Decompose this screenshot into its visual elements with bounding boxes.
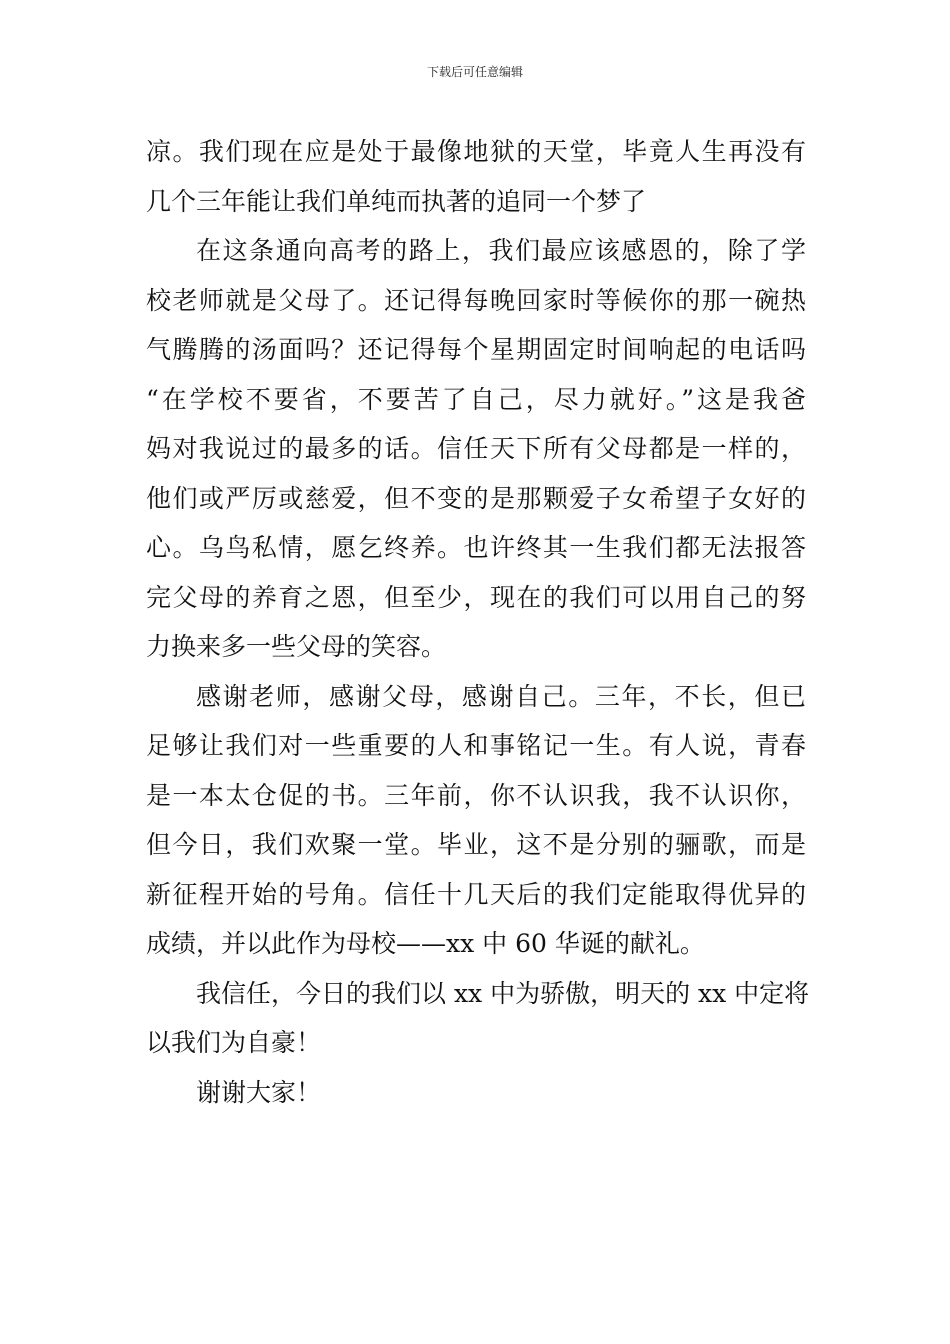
paragraph	[146, 969, 810, 1068]
page-header-note: 下载后可任意编辑	[426, 65, 523, 79]
text-line: 成绩，并以此作为母校——xx 中 60 华诞的献礼。	[146, 929, 705, 958]
text-line: 我信任，今日的我们以 xx 中为骄傲，明天的 xx 中定将	[196, 978, 810, 1008]
text-line: 校老师就是父母了。还记得每晚回家时等候你的那一碗热	[146, 285, 806, 315]
paragraph	[146, 226, 806, 672]
text-line: 在这条通向高考的路上，我们最应该感恩的，除了学	[196, 236, 806, 265]
text-line: 凉。我们现在应是处于最像地狱的天堂，毕竟人生再没有	[146, 137, 806, 166]
text-line: 是一本太仓促的书。三年前，你不认识我，我不认识你，	[146, 780, 806, 810]
text-line: 谢谢大家！	[196, 1077, 322, 1107]
text-line: 感谢老师，感谢父母，感谢自己。三年，不长，但已	[196, 681, 806, 711]
text-line: 但今日，我们欢聚一堂。毕业，这不是分别的骊歌，而是	[146, 830, 806, 859]
text-line: 力换来多一些父母的笑容。	[146, 632, 447, 661]
document-body	[146, 127, 810, 1117]
text-line: 完父母的养育之恩，但至少，现在的我们可以用自己的努	[146, 582, 806, 612]
text-line: 以我们为自豪！	[146, 1028, 322, 1057]
text-line: 气腾腾的汤面吗？还记得每个星期固定时间响起的电话吗	[146, 335, 806, 364]
text-line: 新征程开始的号角。信任十几天后的我们定能取得优异的	[146, 879, 806, 909]
text-line: 足够让我们对一些重要的人和事铭记一生。有人说，青春	[146, 731, 806, 760]
paragraph	[146, 672, 806, 969]
text-line: 妈对我说过的最多的话。信任天下所有父母都是一样的，	[146, 434, 806, 463]
paragraph	[146, 127, 806, 226]
paragraph	[146, 1068, 806, 1118]
text-line: 心。乌鸟私情，愿乞终养。也许终其一生我们都无法报答	[146, 533, 806, 562]
text-line: 他们或严厉或慈爱，但不变的是那颗爱子女希望子女好的	[146, 483, 806, 513]
text-line: 几个三年能让我们单纯而执著的追同一个梦了	[146, 186, 647, 216]
text-line: “在学校不要省，不要苦了自己，尽力就好。”这是我爸	[146, 384, 806, 414]
